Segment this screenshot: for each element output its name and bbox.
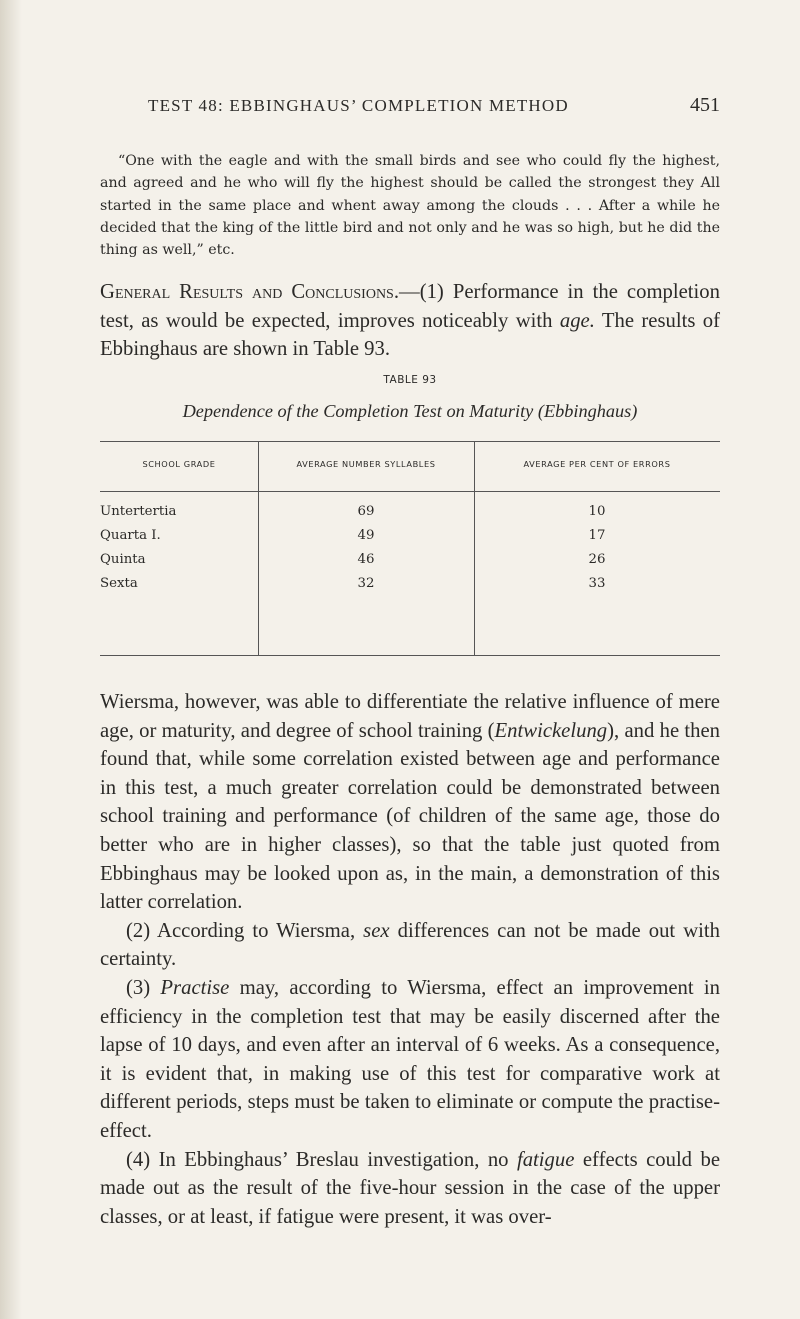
paragraph-practise: (3) Practise may, according to Wiersma, effect an improvement in efficiency in the completion test that may be easily discerned after the lapse of 10 days, and even after an interval of 6 weeks. As a consequence, it is evident that, in making use of this test for comparative work at different periods, steps must be taken to eliminate or compute the practise-effect.	[100, 976, 721, 1142]
cell-grade: Quinta	[100, 552, 146, 567]
paragraph-fatigue: (4) In Ebbinghaus’ Breslau investigation, no fatigue effects could be made out as the result of the five-hour session in the case of the upper classes, or at least, if fatigue were present, it was over-	[100, 1148, 720, 1228]
paragraph-maturity: Wiersma, however, was able to differentiate the relative influence of mere age, or maturity, and degree of school training (Entwickelung), and he then found that, while some correlation existed between age and performance in this test, a much greater correlation could be demonstrated between school training and performance (of children of the same age, those do better who are in higher classes), so that the table just quoted from Ebbinghaus may be looked upon as, in the main, a demonstration of this latter correlation.	[100, 691, 720, 914]
page-number: 451	[690, 94, 720, 116]
cell-grade: Untertertia	[100, 504, 177, 519]
column-header-syllables: AVERAGE NUMBER SYLLABLES	[296, 459, 436, 469]
section-intro-emphasis: age.	[559, 309, 595, 332]
cell-errors: 33	[588, 576, 606, 591]
cell-syllables: 49	[357, 528, 375, 543]
page-gutter-shadow	[0, 0, 22, 1319]
column-header-errors: AVERAGE PER CENT OF ERRORS	[523, 459, 671, 469]
cell-syllables: 69	[357, 504, 375, 519]
cell-errors: 17	[588, 528, 606, 543]
table-caption	[100, 401, 720, 422]
table-row	[100, 504, 720, 524]
running-header	[148, 96, 720, 120]
table-rule-bottom	[100, 655, 720, 656]
cell-errors: 10	[588, 504, 606, 519]
table-row	[100, 576, 720, 596]
cell-grade: Sexta	[100, 576, 138, 591]
section-heading: General Results and Conclusions.	[100, 281, 400, 303]
table-column-divider	[258, 441, 259, 655]
cell-grade: Quarta I.	[100, 528, 161, 543]
table-column-divider	[474, 441, 475, 655]
section-intro-tail: The results of Ebbinghaus are shown in Table 93.	[100, 309, 720, 361]
paragraph-sex: (2) According to Wiersma, sex differences can not be made out with certainty.	[100, 919, 720, 971]
table-caption-text: Dependence of the Completion Test on Maturity	[182, 401, 534, 421]
table-row	[100, 552, 720, 572]
table-rule-header	[100, 491, 720, 492]
table-rule-top	[100, 441, 720, 442]
data-table	[100, 441, 720, 657]
cell-syllables: 32	[357, 576, 375, 591]
body-text	[100, 688, 720, 1231]
section-paragraph	[100, 278, 720, 364]
quoted-passage: “One with the eagle and with the small birds and see who could fly the highest, and agreed and he who will fly the highest should be called the strongest they All started in the same place and whent away among the clouds . . . After a while he decided that the king of the little bird and not only and he was so high, but he did the thing as well,” etc.	[100, 153, 720, 259]
cell-errors: 26	[588, 552, 606, 567]
table-number: TABLE 93	[383, 374, 437, 386]
section-intro: —(1) Performance in the completion test, as would be expected, improves noticeably with	[100, 281, 720, 332]
table-caption-source: (Ebbinghaus)	[537, 401, 638, 421]
table-row	[100, 528, 720, 548]
cell-syllables: 46	[357, 552, 375, 567]
running-title: TEST 48: EBBINGHAUS’ COMPLETION METHOD	[148, 96, 569, 115]
column-header-grade: SCHOOL GRADE	[142, 459, 216, 469]
